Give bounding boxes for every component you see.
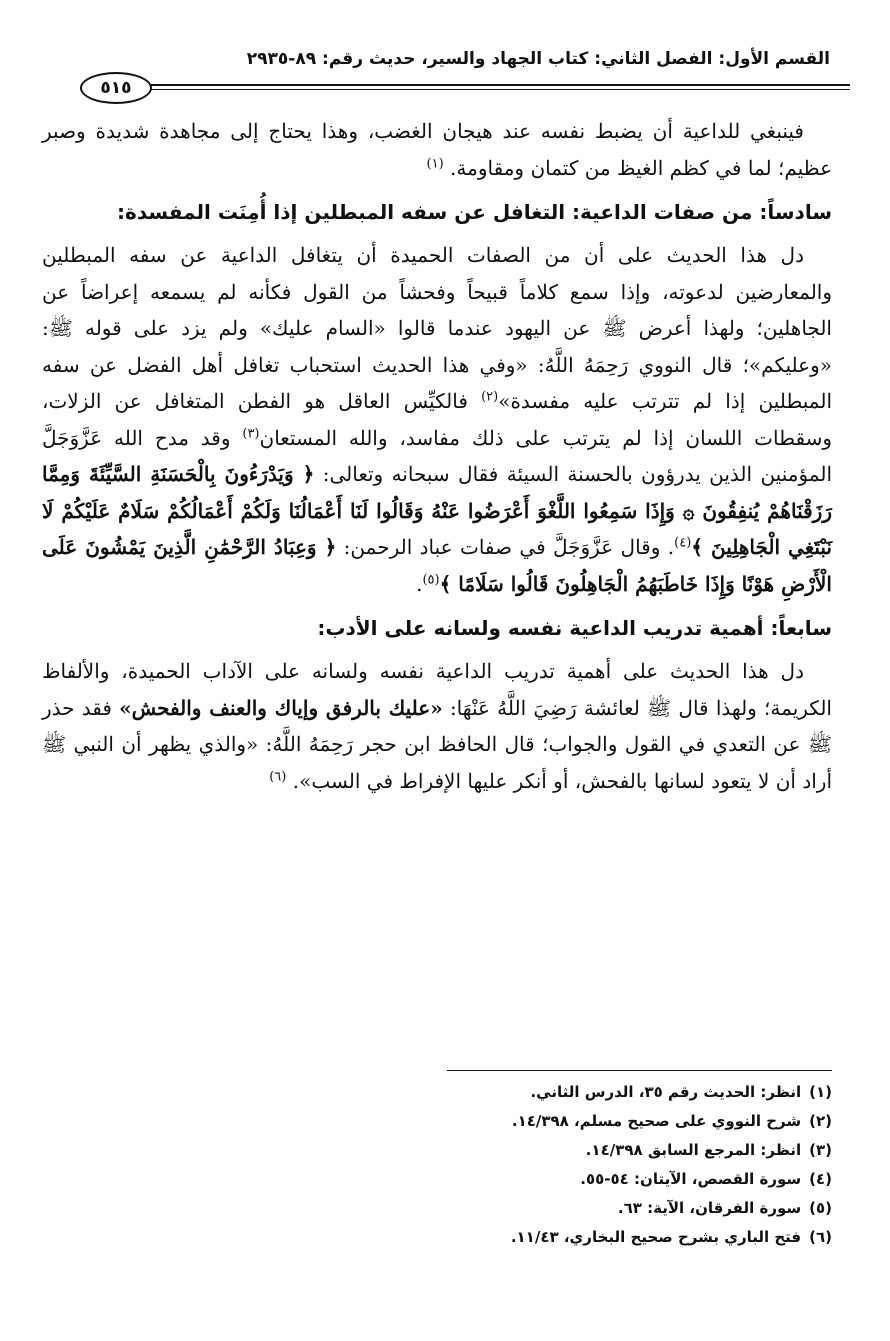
- footnote-marker: (٢): [481, 389, 499, 405]
- paragraph-training-tongue: [42, 653, 832, 799]
- body-text: [42, 113, 832, 799]
- footnote-marker: (٤): [674, 535, 692, 551]
- footnote-marker: (٦): [269, 768, 287, 784]
- paragraph-text: فينبغي للداعية أن يضبط نفسه عند هيجان الغضب، وهذا يحتاج إلى مجاهدة شديدة وصبر عظيم؛ لما في كظم الغيظ من كتمان ومقاومة.: [42, 119, 832, 180]
- footnote-item: [132, 1078, 832, 1107]
- paragraph-text: دل هذا الحديث على أن من الصفات الحميدة أن يتغافل الداعية عن سفه المبطلين والمعارضين لدعوته، وإذا سمع كلاماً قبيحاً وفحشاً من القول فكأنه لم يسمعه إعراضاً عن الجاهلين؛ ولهذا أعرض ﷺ عن اليهود عندما قالوا «السام عليك» ولم يزد على قوله ﷺ: «وعليكم»؛ قال النووي رَحِمَهُ اللَّهُ: «وفي هذا الحديث استحباب تغافل أهل الفضل عن سفه المبطلين إذا لم تترتب عليه مفسدة»: [42, 243, 833, 413]
- footnote-text: شرح النووي على صحيح مسلم، ١٤/٣٩٨.: [511, 1112, 802, 1130]
- hadith-quote: «عليك بالرفق وإياك والعنف والفحش»: [119, 695, 443, 720]
- footnote-text: سورة القصص، الآيتان: ٥٤-٥٥.: [580, 1170, 802, 1188]
- paragraph-text: دل هذا الحديث على أهمية تدريب الداعية نفسه ولسانه على الآداب الحميدة، والألفاظ الكريمة؛ ولهذا قال ﷺ لعائشة رَضِيَ اللَّهُ عَنْهَا:: [42, 659, 832, 720]
- footnote-separator: [447, 1070, 832, 1071]
- footnote-item: [132, 1165, 832, 1194]
- footnote-marker: (٥): [422, 571, 440, 587]
- paragraph-text: .: [416, 571, 423, 596]
- paragraph-ignoring-foolish: [42, 237, 832, 602]
- footnote-number: (٢): [809, 1112, 832, 1130]
- footnote-number: (٥): [809, 1199, 832, 1217]
- footnote-marker: (١): [426, 155, 444, 171]
- footnote-number: (٤): [809, 1170, 832, 1188]
- paragraph-text: فقد حذر ﷺ عن التعدي في القول والجواب؛ قال الحافظ ابن حجر رَحِمَهُ اللَّهُ: «والذي يظهر أن النبي ﷺ أراد أن لا يتعود لسانها بالفحش، أو أنكر عليها الإفراط في السب».: [42, 695, 832, 793]
- section-heading-sixth: سادساً: من صفات الداعية: التغافل عن سفه المبطلين إذا أُمِنَت المفسدة:: [117, 200, 832, 224]
- footnote-marker: (٣): [242, 425, 260, 441]
- quran-verse: ﴿ وَعِبَادُ الرَّحْمَٰنِ الَّذِينَ يَمْشُونَ عَلَى الْأَرْضِ هَوْنًا وَإِذَا خَاطَبَهُمُ الْجَاهِلُونَ قَالُوا سَلَامًا ﴾: [42, 535, 832, 596]
- page-number: ٥١٥: [80, 72, 152, 104]
- footnote-item: [132, 1223, 832, 1252]
- header-rule: [80, 72, 850, 106]
- footnote-text: انظر: الحديث رقم ٣٥، الدرس الثاني.: [530, 1083, 802, 1101]
- footnote-text: انظر: المرجع السابق ١٤/٣٩٨.: [585, 1141, 802, 1159]
- footnote-number: (١): [809, 1083, 832, 1101]
- paragraph-text: فالكيِّس العاقل هو الفطن المتغافل عن الزلات، وسقطات اللسان إذا لم يترتب على ذلك مفاسد، والله المستعان: [42, 389, 833, 450]
- footnote-number: (٣): [809, 1141, 832, 1159]
- header-rule-thin: [150, 89, 850, 90]
- footnote-text: سورة الفرقان، الآية: ٦٣.: [617, 1199, 802, 1217]
- section-heading-seventh: سابعاً: أهمية تدريب الداعية نفسه ولسانه على الأدب:: [317, 616, 832, 640]
- header-rule-thick: [150, 84, 850, 86]
- footnote-item: [132, 1107, 832, 1136]
- running-title: القسم الأول: الفصل الثاني: كتاب الجهاد والسير، حديث رقم: ٨٩-٢٩٣٥: [246, 49, 830, 69]
- footnote-item: [132, 1136, 832, 1165]
- paragraph-text: . وقال عَزَّوَجَلَّ في صفات عباد الرحمن:: [336, 535, 675, 559]
- footnote-item: [132, 1194, 832, 1223]
- footnotes: [132, 1078, 832, 1252]
- quran-verse: ﴿ وَيَدْرَءُونَ بِالْحَسَنَةِ السَّيِّئَةَ وَمِمَّا رَزَقْنَاهُمْ يُنفِقُونَ ۞ وَإِذَا سَمِعُوا اللَّغْوَ أَعْرَضُوا عَنْهُ وَقَالُوا لَنَا أَعْمَالُنَا وَلَكُمْ أَعْمَالُكُمْ سَلَامٌ عَلَيْكُمْ لَا نَبْتَغِي الْجَاهِلِينَ ﴾: [42, 462, 833, 559]
- paragraph-text: وقد مدح الله عَزَّوَجَلَّ المؤمنين الذين يدرؤون بالحسنة السيئة فقال سبحانه وتعالى:: [42, 425, 832, 486]
- footnote-text: فتح الباري بشرح صحيح البخاري، ١١/٤٣.: [510, 1228, 802, 1246]
- paragraph-restraint: [42, 113, 832, 186]
- footnote-number: (٦): [809, 1228, 832, 1246]
